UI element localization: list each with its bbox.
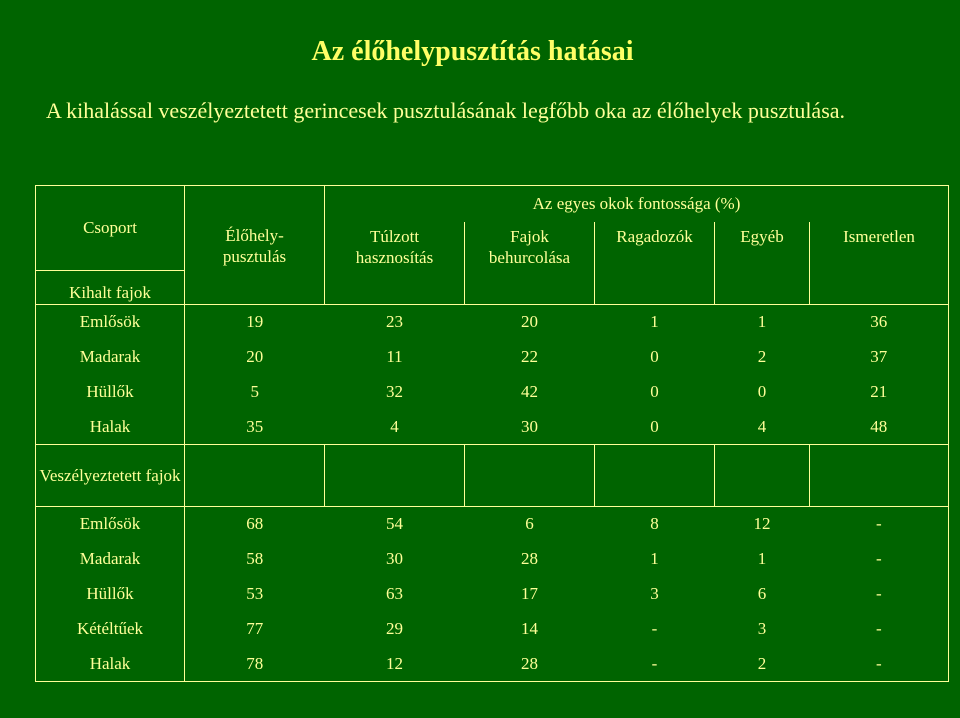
value-cell: 28 [465,647,595,682]
value-cell: 0 [650,416,659,436]
value-cell: 1 [757,312,767,332]
value-cell: - [810,507,949,542]
group-name: Hüllők [36,577,185,612]
value-cell: 1 [650,312,659,332]
value-cell: 36 [810,305,949,340]
col-header-overuse: Túlzott hasznosítás [355,226,434,267]
table-row [36,647,949,682]
table-row [36,542,949,577]
value-cell: 21 [810,375,949,410]
empty-cell [595,445,715,507]
empty-cell [715,271,810,305]
value-cell: 20 [521,312,538,332]
value-cell: - [810,612,949,647]
empty-cell [810,445,949,507]
intro-text: A kihalással veszélyeztetett gerincesek pusztulásának legfőbb oka az élőhelyek pusztulása. [46,98,846,123]
section-label: Veszélyeztetett fajok [36,445,185,507]
col-header-introduction: Fajok behurcolása [488,226,571,267]
table-row [36,612,949,647]
value-cell: 63 [386,584,403,603]
value-cell: 3 [757,619,767,638]
section-label: Kihalt fajok [36,271,185,305]
empty-cell [185,271,325,305]
table-row [36,375,949,410]
empty-cell [465,271,595,305]
value-cell: 8 [650,514,659,534]
value-cell: 17 [521,584,538,603]
value-cell: 68 [246,514,264,534]
empty-cell [595,271,715,305]
table-row [36,507,949,542]
value-cell: 23 [386,312,403,332]
value-cell: 19 [246,312,264,332]
causes-header: Az egyes okok fontossága (%) [325,186,949,222]
value-cell: 12 [753,514,771,534]
value-cell: 35 [246,416,264,436]
causes-table [35,185,949,682]
value-cell: - [810,647,949,682]
value-cell: 1 [650,549,659,568]
value-cell: 2 [757,347,767,366]
value-cell: 58 [246,549,264,568]
group-column-header: Csoport [36,186,185,271]
value-cell: 0 [757,382,767,401]
page-title: Az élőhelypusztítás hatásai [311,36,634,67]
table-row [36,577,949,612]
value-cell: 0 [650,347,659,366]
value-cell: 28 [521,549,538,568]
group-name: Kétéltűek [36,612,185,647]
value-cell: 30 [521,416,538,436]
value-cell: 6 [757,584,767,603]
value-cell: 11 [386,347,403,366]
value-cell: 30 [386,549,403,568]
group-name: Halak [36,410,185,445]
col-header-predators: Ragadozók [616,226,693,246]
value-cell: 42 [521,382,538,401]
empty-cell [715,445,810,507]
value-cell: 2 [715,647,810,682]
value-cell: 1 [757,549,767,568]
empty-cell [325,271,465,305]
value-cell: 37 [810,340,949,375]
value-cell: 78 [185,647,325,682]
group-name: Emlősök [36,507,185,542]
col-header-other: Egyéb [740,226,784,246]
value-cell: 14 [521,619,538,638]
value-cell: 29 [386,619,403,638]
value-cell: - [810,542,949,577]
empty-cell [465,445,595,507]
value-cell: 48 [810,410,949,445]
value-cell: 3 [650,584,659,603]
group-name: Madarak [36,340,185,375]
value-cell: 4 [757,416,767,436]
group-name: Emlősök [36,305,185,340]
value-cell: - [595,647,715,682]
value-cell: 6 [525,514,534,534]
empty-cell [325,445,465,507]
value-cell: 22 [521,347,538,366]
value-cell: 5 [250,382,259,401]
group-name: Halak [36,647,185,682]
table-row [36,410,949,445]
empty-cell [810,271,949,305]
col-header-unknown: Ismeretlen [843,226,915,246]
value-cell: 54 [386,514,403,534]
value-cell: - [810,577,949,612]
value-cell: 12 [325,647,465,682]
value-cell: 77 [246,619,264,638]
value-cell: 4 [390,416,399,436]
value-cell: 53 [246,584,264,603]
empty-cell [185,445,325,507]
value-cell: - [651,619,658,638]
value-cell: 0 [650,382,659,401]
table-row [36,340,949,375]
value-cell: 20 [246,347,264,366]
group-name: Hüllők [36,375,185,410]
col-header-habitat: Élőhely-pusztulás [222,226,287,267]
table-row [36,305,949,340]
group-name: Madarak [36,542,185,577]
value-cell: 32 [386,382,403,401]
